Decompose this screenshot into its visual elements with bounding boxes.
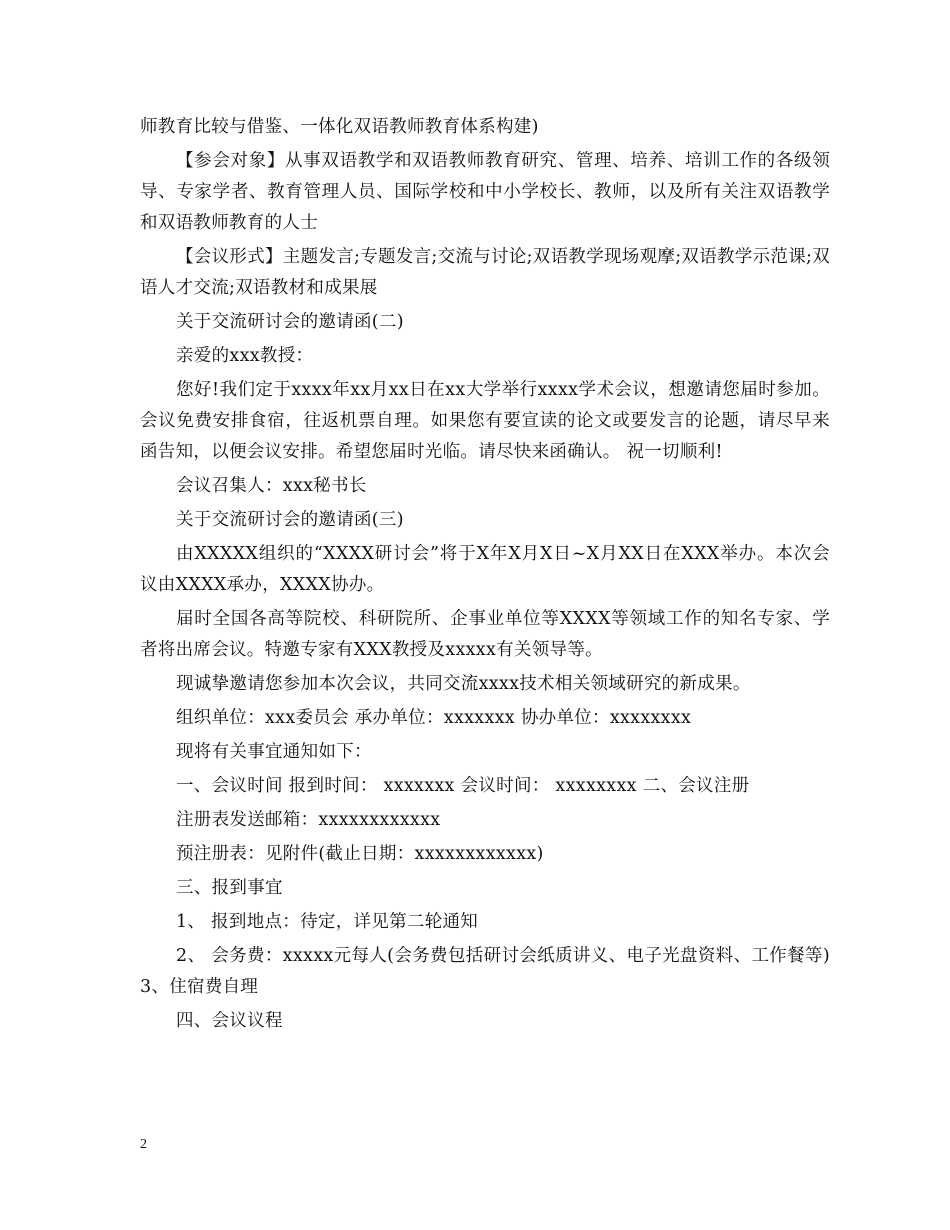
paragraph: 您好!我们定于xxxx年xx月xx日在xx大学举行xxxx学术会议，想邀请您届时参加。会议免费安排食宿，往返机票自理。如果您有要宣读的论文或要发言的论题，请尽早来函告知，以便会议安排。希望您届时光临。请尽快来函确认。 祝一切顺利! xyxy=(140,380,830,462)
paragraph: 注册表发送邮箱：xxxxxxxxxxxx xyxy=(176,810,441,830)
paragraph: 由XXXXX组织的“XXXX研讨会”将于X年X月X日~X月XX日在XXX举办。本次会议由XXXX承办，XXXX协办。 xyxy=(140,544,830,595)
paragraph-heading: 关于交流研讨会的邀请函(二) xyxy=(176,312,404,332)
paragraph: 现诚挚邀请您参加本次会议，共同交流xxxx技术相关领域研究的新成果。 xyxy=(176,674,751,694)
paragraph: 届时全国各高等院校、科研院所、企事业单位等XXXX等领域工作的知名专家、学者将出席会议。特邀专家有XXX教授及xxxxx有关领导等。 xyxy=(140,609,830,660)
document-body xyxy=(140,112,830,1040)
paragraph: 【会议形式】主题发言;专题发言;交流与讨论;双语教学现场观摩;双语教学示范课;双语人才交流;双语教材和成果展 xyxy=(140,247,830,298)
paragraph-heading: 关于交流研讨会的邀请函(三) xyxy=(176,510,404,530)
paragraph: 组织单位：xxx委员会 承办单位：xxxxxxx 协办单位：xxxxxxxx xyxy=(176,708,692,728)
paragraph-heading: 四、会议议程 xyxy=(176,1011,283,1031)
paragraph: 2、 会务费：xxxxx元每人(会务费包括研讨会纸质讲义、电子光盘资料、工作餐等) 3、住宿费自理 xyxy=(140,946,830,997)
paragraph: 一、会议时间 报到时间： xxxxxxx 会议时间： xxxxxxxx 二、会议注册 xyxy=(176,776,750,796)
paragraph: 预注册表：见附件(截止日期：xxxxxxxxxxxx) xyxy=(176,844,544,864)
paragraph: 现将有关事宜通知如下： xyxy=(176,742,372,762)
paragraph: 1、 报到地点：待定，详见第二轮通知 xyxy=(176,912,479,932)
paragraph: 【参会对象】从事双语教学和双语教师教育研究、管理、培养、培训工作的各级领导、专家学者、教育管理人员、国际学校和中小学校长、教师，以及所有关注双语教学和双语教师教育的人士 xyxy=(140,151,830,233)
paragraph: 师教育比较与借鉴、一体化双语教师教育体系构建) xyxy=(140,117,539,137)
paragraph-signature: 会议召集人：xxx秘书长 xyxy=(176,476,367,496)
page-number: 2 xyxy=(140,1137,147,1152)
paragraph-heading: 三、报到事宜 xyxy=(176,878,283,898)
paragraph-salutation: 亲爱的xxx教授： xyxy=(176,346,314,366)
